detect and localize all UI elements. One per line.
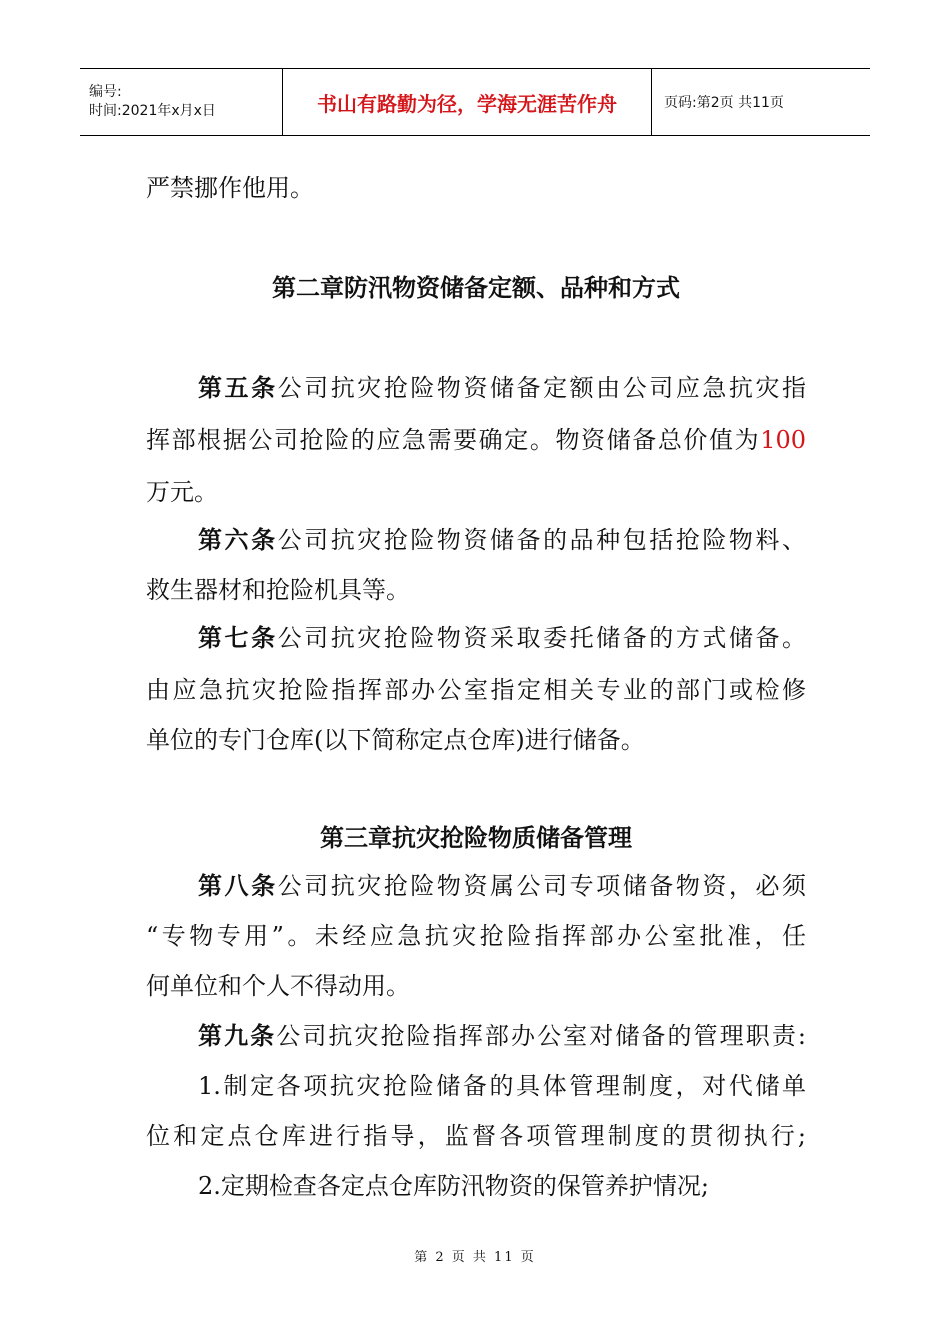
article-5-line-2: [146, 420, 806, 455]
article-7-line-3: 单位的专门仓库(以下简称定点仓库)进行储备。: [146, 726, 645, 754]
article-7-label: 第七条: [198, 624, 278, 652]
article-5-amount: 100: [760, 426, 806, 454]
header-motto: 书山有路勤为径，学海无涯苦作舟: [282, 69, 652, 135]
article-9-label: 第九条: [198, 1022, 277, 1050]
article-8-line-2: “专物专用”。未经应急抗灾抢险指挥部办公室批准，任: [146, 922, 806, 950]
article-5-label: 第五条: [198, 374, 278, 402]
document-number-label: 编号:: [89, 84, 122, 100]
article-5-line-1: [146, 368, 806, 403]
chapter-2-heading: 第二章防汛物资储备定额、品种和方式: [272, 274, 680, 302]
paragraph-line: 严禁挪作他用。: [146, 174, 314, 202]
article-7-line-1: [146, 618, 806, 653]
article-6-text-1: 公司抗灾抢险物资储备的品种包括抢险物料、: [277, 526, 807, 554]
item-2-line-1: 2.定期检查各定点仓库防汛物资的保管养护情况;: [198, 1172, 709, 1200]
article-5-text-1: 公司抗灾抢险物资储备定额由公司应急抗灾指: [277, 374, 807, 402]
article-5-line-3: 万元。: [146, 478, 218, 506]
header-meta: [80, 69, 282, 135]
page-footer: 第 2 页 共 11 页: [414, 1250, 536, 1265]
page-header: [80, 68, 870, 136]
article-8-label: 第八条: [198, 872, 278, 900]
article-9-text-1: 公司抗灾抢险指挥部办公室对储备的管理职责:: [276, 1022, 806, 1050]
chapter-3-heading: 第三章抗灾抢险物质储备管理: [320, 824, 632, 852]
article-5-text-2: 挥部根据公司抢险的应急需要确定。物资储备总价值为: [146, 426, 761, 454]
item-1-line-2: 位和定点仓库进行指导，监督各项管理制度的贯彻执行;: [146, 1122, 806, 1150]
article-9-line-1: [146, 1016, 806, 1051]
article-6-line-1: [146, 520, 806, 555]
article-7-text-1: 公司抗灾抢险物资采取委托储备的方式储备。: [277, 624, 807, 652]
article-6-line-2: 救生器材和抢险机具等。: [146, 576, 410, 604]
article-8-line-1: [146, 866, 806, 901]
header-page-info: 页码:第2页 共11页: [664, 95, 784, 111]
item-1-line-1: 1.制定各项抗灾抢险储备的具体管理制度，对代储单: [198, 1072, 806, 1100]
document-time: 时间:2021年x月x日: [89, 103, 216, 119]
article-7-line-2: 由应急抗灾抢险指挥部办公室指定相关专业的部门或检修: [146, 676, 806, 704]
article-6-label: 第六条: [198, 526, 278, 554]
article-8-line-3: 何单位和个人不得动用。: [146, 972, 410, 1000]
article-8-text-1: 公司抗灾抢险物资属公司专项储备物资，必须: [277, 872, 807, 900]
